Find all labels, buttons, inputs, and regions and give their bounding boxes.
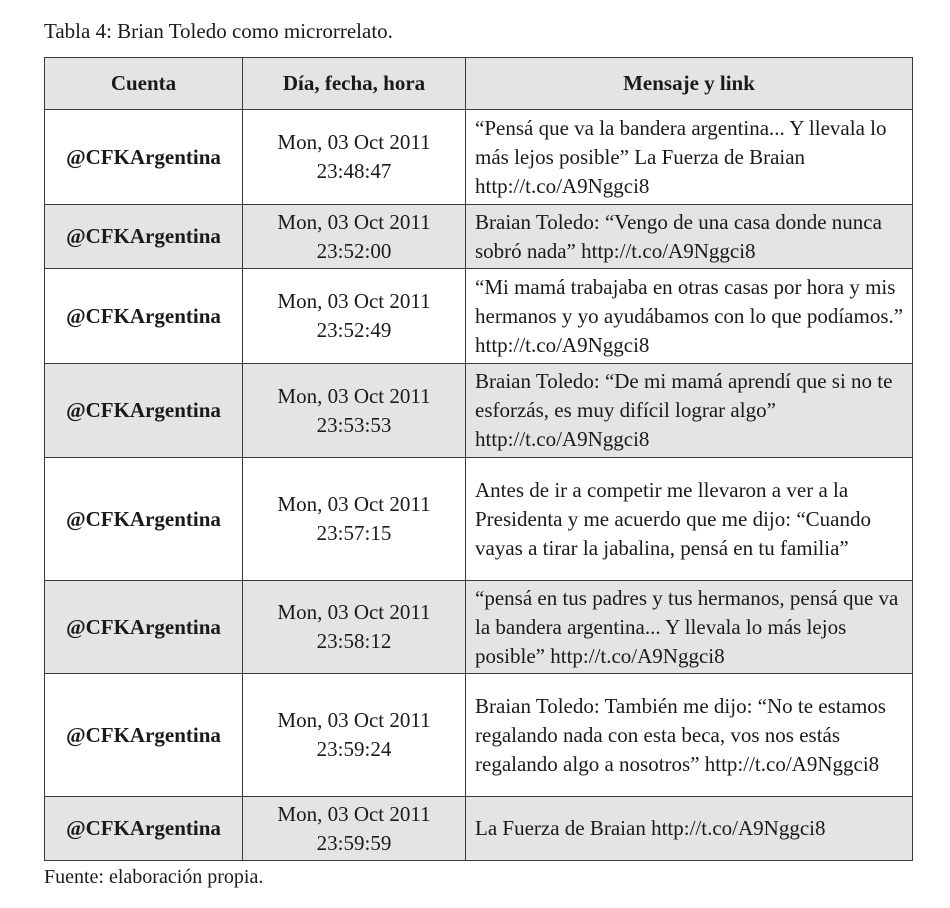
time-text: 23:53:53 bbox=[316, 412, 392, 437]
date-text: Mon, 03 Oct 2011 bbox=[277, 383, 431, 408]
datetime-cell bbox=[243, 797, 466, 861]
time-text: 23:59:24 bbox=[316, 737, 392, 761]
account-cell: @CFKArgentina bbox=[45, 674, 243, 797]
message-cell: La Fuerza de Braian http://t.co/A9Nggci8 bbox=[466, 797, 913, 861]
table-row bbox=[45, 674, 913, 797]
datetime-cell bbox=[243, 269, 466, 364]
account-cell: @CFKArgentina bbox=[45, 205, 243, 269]
time-text: 23:52:00 bbox=[316, 238, 392, 263]
date-text: Mon, 03 Oct 2011 bbox=[277, 801, 431, 826]
time-text: 23:57:15 bbox=[316, 521, 392, 545]
date-text: Mon, 03 Oct 2011 bbox=[277, 600, 431, 624]
datetime-cell bbox=[243, 581, 466, 674]
header-datetime: Día, fecha, hora bbox=[243, 58, 466, 110]
message-cell: “Pensá que va la bandera argentina... Y llevala lo más lejos posible” La Fuerza de Braian http://t.co/A9Nggci8 bbox=[466, 110, 913, 205]
table-row bbox=[45, 364, 913, 458]
table-row bbox=[45, 797, 913, 861]
date-text: Mon, 03 Oct 2011 bbox=[277, 708, 431, 732]
table-caption: Tabla 4: Brian Toledo como microrrelato. bbox=[44, 19, 393, 43]
account-cell: @CFKArgentina bbox=[45, 269, 243, 364]
datetime-cell bbox=[243, 458, 466, 581]
message-cell: Braian Toledo: “Vengo de una casa donde nunca sobró nada” http://t.co/A9Nggci8 bbox=[466, 205, 913, 269]
table-row bbox=[45, 205, 913, 269]
table-row bbox=[45, 110, 913, 205]
table-row bbox=[45, 581, 913, 674]
datetime-cell bbox=[243, 364, 466, 458]
header-account: Cuenta bbox=[45, 58, 243, 110]
datetime-cell bbox=[243, 674, 466, 797]
date-text: Mon, 03 Oct 2011 bbox=[277, 289, 431, 313]
message-cell: Antes de ir a competir me llevaron a ver a la Presidenta y me acuerdo que me dijo: “Cuando vayas a tirar la jabalina, pensá en tu familia” bbox=[466, 458, 913, 581]
date-text: Mon, 03 Oct 2011 bbox=[277, 492, 431, 516]
tweets-table bbox=[44, 57, 913, 861]
datetime-cell bbox=[243, 205, 466, 269]
message-cell: “Mi mamá trabajaba en otras casas por hora y mis hermanos y yo ayudábamos con lo que podíamos.” http://t.co/A9Nggci8 bbox=[466, 269, 913, 364]
time-text: 23:58:12 bbox=[316, 629, 392, 653]
account-cell: @CFKArgentina bbox=[45, 364, 243, 458]
time-text: 23:59:59 bbox=[316, 830, 392, 855]
source-note: Fuente: elaboración propia. bbox=[44, 866, 264, 888]
message-cell: Braian Toledo: También me dijo: “No te estamos regalando nada con esta beca, vos nos estás regalando algo a nosotros” http://t.co/A9Nggci8 bbox=[466, 674, 913, 797]
header-message: Mensaje y link bbox=[466, 58, 913, 110]
date-text: Mon, 03 Oct 2011 bbox=[277, 209, 431, 234]
table-row bbox=[45, 269, 913, 364]
account-cell: @CFKArgentina bbox=[45, 110, 243, 205]
time-text: 23:48:47 bbox=[316, 159, 392, 183]
account-cell: @CFKArgentina bbox=[45, 458, 243, 581]
message-cell: Braian Toledo: “De mi mamá aprendí que si no te esforzás, es muy difícil lograr algo” http://t.co/A9Nggci8 bbox=[466, 364, 913, 458]
table-header-row bbox=[45, 58, 913, 110]
time-text: 23:52:49 bbox=[316, 318, 392, 342]
table-row bbox=[45, 458, 913, 581]
account-cell: @CFKArgentina bbox=[45, 797, 243, 861]
datetime-cell bbox=[243, 110, 466, 205]
account-cell: @CFKArgentina bbox=[45, 581, 243, 674]
message-cell: “pensá en tus padres y tus hermanos, pensá que va la bandera argentina... Y llevala lo más lejos posible” http://t.co/A9Nggci8 bbox=[466, 581, 913, 674]
date-text: Mon, 03 Oct 2011 bbox=[277, 130, 431, 154]
